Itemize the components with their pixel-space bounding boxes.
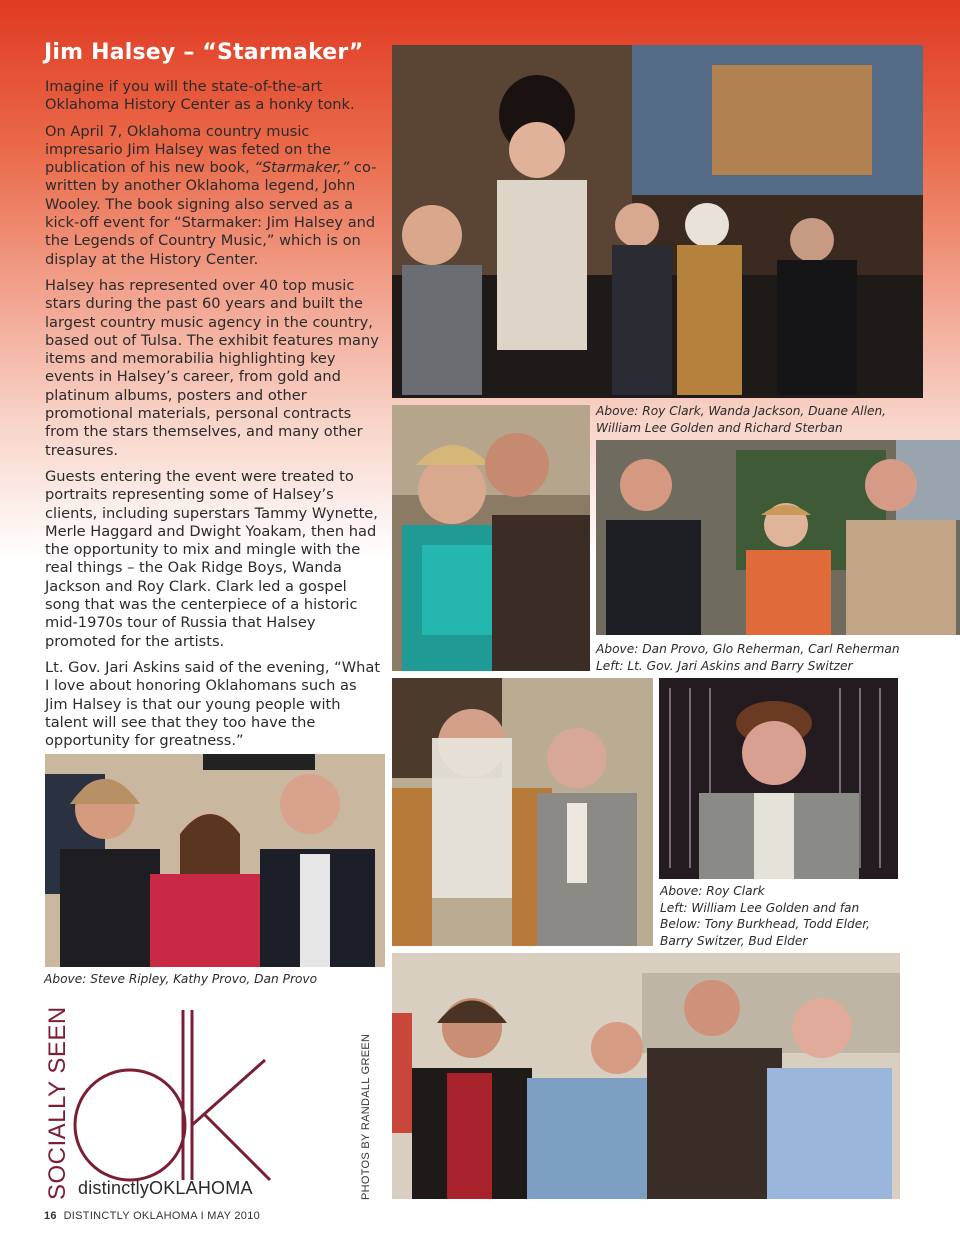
paragraph-4: Guests entering the event were treated to portraits representing some of Halsey’s clients, including superstars Tammy Wynette, Merle Haggard and Dwight Yoakam, then had the opportunity to mix and mingle with the real things – the Oak Ridge Boys, Wanda Jackson and Roy Clark. Clark led a gospel song that was the centerpiece of a historic mid-1970s tour of Russia that Halsey promoted for the artists. [45,467,378,650]
caption-roy-clark: Above: Roy Clark Left: William Lee Golden and fan Below: Tony Burkhead, Todd Elder, Barry Switzer, Bud Elder [660,884,871,948]
photo-provo-reherman [596,440,960,635]
footer-publication: DISTINCTLY OKLAHOMA I MAY 2010 [63,1210,261,1222]
ok-logo [70,1005,280,1185]
book-title: “Starmaker,” [254,159,350,177]
caption-stage-group: Above: Roy Clark, Wanda Jackson, Duane Allen, William Lee Golden and Richard Sterban [596,404,887,435]
paragraph-2: On April 7, Oklahoma country music impresario Jim Halsey was feted on the publication of his new book, “Starmaker,” co-written by another Oklahoma legend, John Wooley. The book signing also served as a kick-off event for “Starmaker: Jim Halsey and the Legends of Country Music,” which is on display at the History Center. [45,122,377,268]
photo-credit: PHOTOS BY RANDALL GREEN [360,1033,372,1200]
page-number: 16 [44,1210,57,1222]
photo-askins-switzer [392,405,590,671]
section-label: SOCIALLY SEEN [44,1006,71,1200]
paragraph-1: Imagine if you will the state-of-the-art Oklahoma History Center as a honky tonk. [45,78,355,114]
brand-wordmark: distinctlyOKLAHOMA [78,1178,253,1198]
article-title: Jim Halsey – “Starmaker” [44,40,364,65]
caption-provo-reherman: Above: Dan Provo, Glo Reherman, Carl Reherman Left: Lt. Gov. Jari Askins and Barry Switzer [596,642,900,673]
photo-burkhead-group [392,953,900,1199]
article-body [45,78,381,758]
caption-ripley-provo: Above: Steve Ripley, Kathy Provo, Dan Provo [44,972,318,986]
photo-ripley-provo [45,754,385,967]
paragraph-3: Halsey has represented over 40 top music stars during the past 60 years and built the largest country music agency in the country, based out of Tulsa. The exhibit features many items and memorabilia highlighting key events in Halsey’s career, from gold and platinum albums, posters and other promotional materials, personal contracts from the stars themselves, and many other treasures. [45,276,379,459]
photo-roy-clark [659,678,898,879]
photo-golden-fan [392,678,653,946]
paragraph-5: Lt. Gov. Jari Askins said of the evening, “What I love about honoring Oklahomans such as Jim Halsey is that our young people with talent will see that they too have the opportunity for greatness.” [45,658,381,750]
photo-stage-group [392,45,923,398]
page-footer [44,1210,260,1222]
